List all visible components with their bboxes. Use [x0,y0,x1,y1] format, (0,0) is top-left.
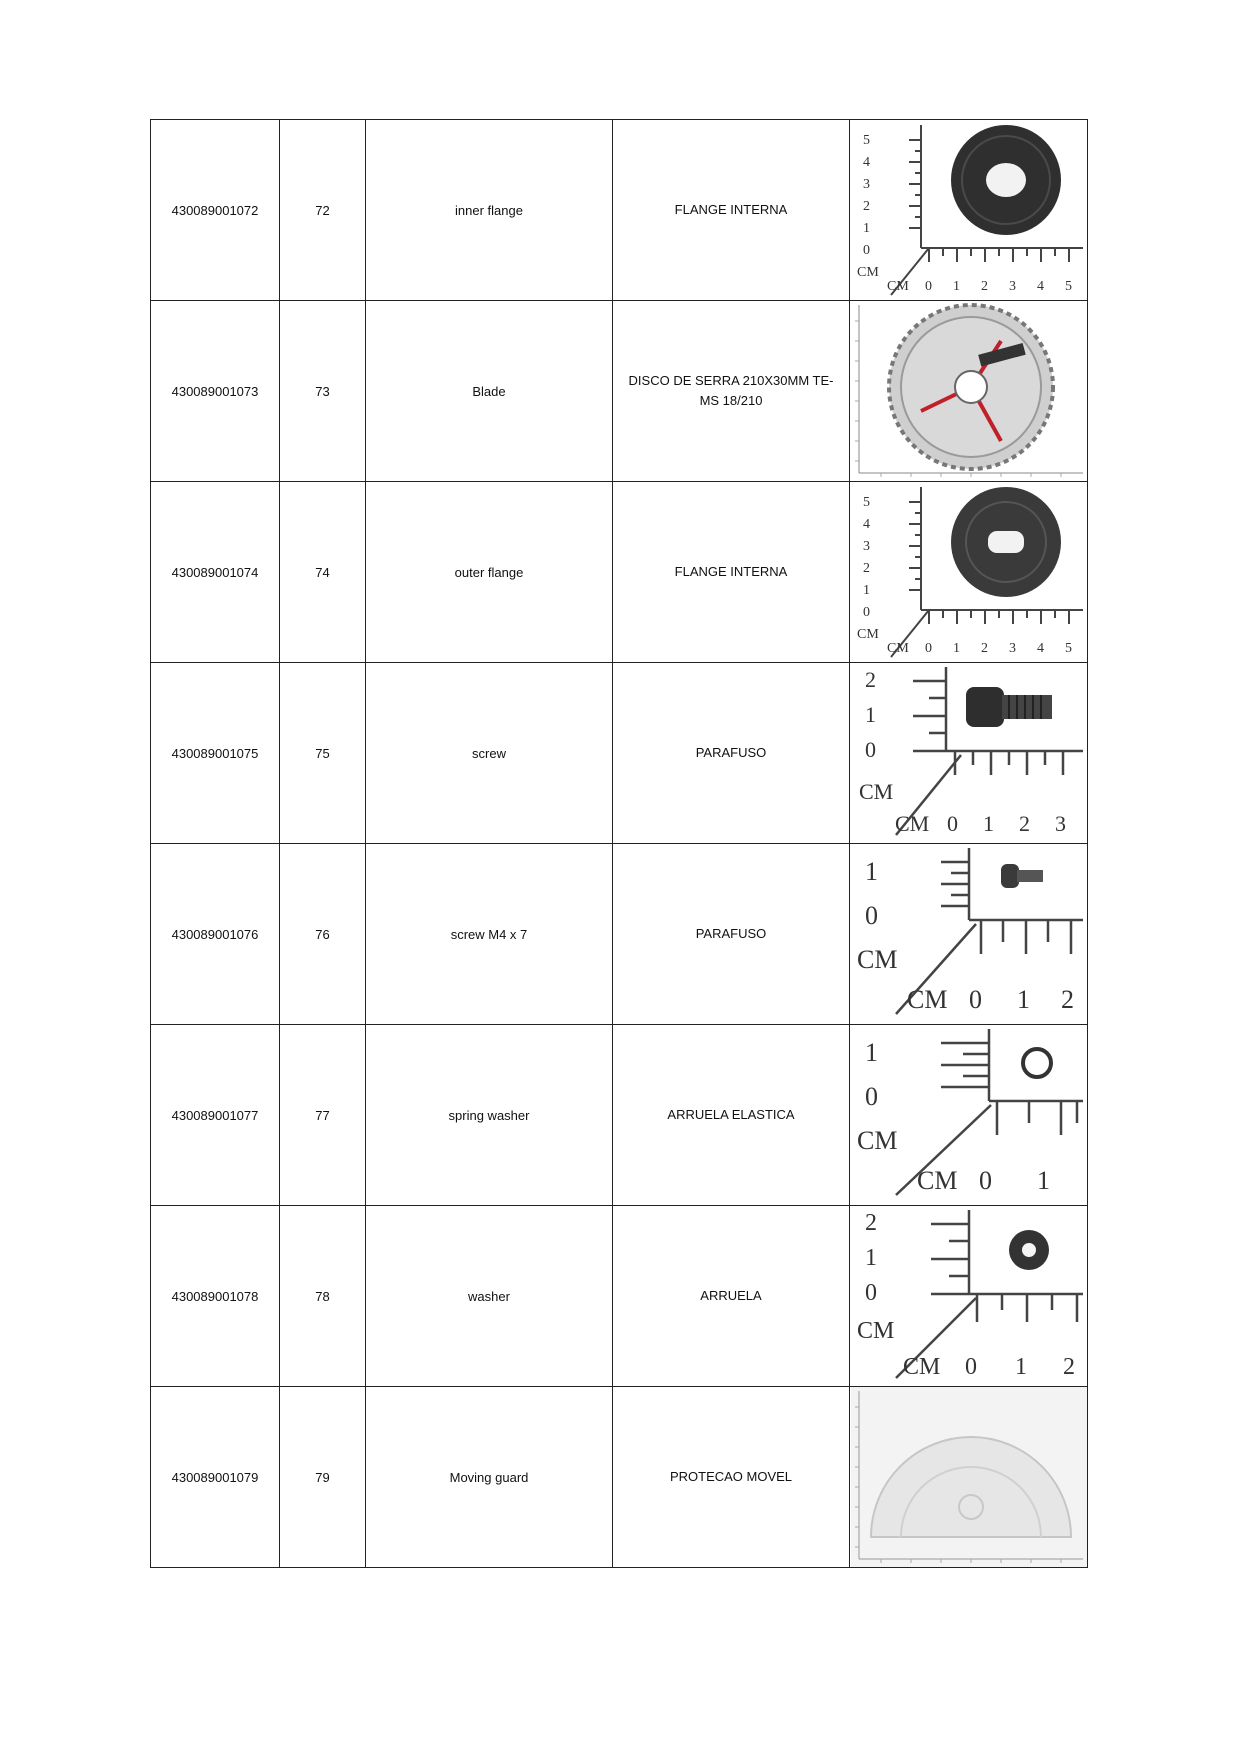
svg-text:2: 2 [980,641,988,656]
part-code: 430089001073 [151,301,280,482]
svg-text:5: 5 [862,495,870,510]
svg-text:0: 0 [864,737,876,762]
washer-photo [851,1206,1087,1386]
svg-text:CM: CM [856,265,879,280]
table-row [151,663,1088,844]
svg-text:1: 1 [862,583,870,598]
position-number: 75 [280,663,366,844]
svg-text:2: 2 [1060,985,1074,1014]
svg-text:CM: CM [894,811,929,836]
description-pt: FLANGE INTERNA [613,120,850,301]
svg-text:1: 1 [1016,985,1030,1014]
svg-text:0: 0 [862,605,870,620]
part-image-cell [850,482,1088,663]
svg-text:1: 1 [1014,1354,1027,1380]
svg-text:4: 4 [1036,279,1044,294]
part-code: 430089001076 [151,844,280,1025]
description-pt: PROTECAO MOVEL [613,1387,850,1568]
part-image-cell [850,663,1088,844]
svg-text:0: 0 [968,985,982,1014]
flange-photo [851,120,1087,300]
svg-text:1: 1 [864,1038,878,1067]
description-en: Blade [366,301,613,482]
table-row [151,1025,1088,1206]
svg-text:0: 0 [978,1166,992,1195]
description-en: screw [366,663,613,844]
part-image-cell [850,1025,1088,1206]
part-image-cell [850,120,1088,301]
svg-text:3: 3 [862,539,870,554]
part-image-cell [850,301,1088,482]
svg-text:CM: CM [856,1318,894,1344]
svg-text:0: 0 [864,901,878,930]
svg-text:CM: CM [856,627,879,642]
flange-photo [851,482,1087,662]
part-code: 430089001078 [151,1206,280,1387]
table-row [151,1206,1088,1387]
svg-text:1: 1 [952,641,960,656]
svg-text:3: 3 [1008,279,1016,294]
parts-table [150,119,1088,1568]
svg-text:3: 3 [1054,811,1066,836]
table-row [151,482,1088,663]
svg-text:1: 1 [864,1245,877,1271]
svg-text:CM: CM [916,1166,957,1195]
svg-text:CM: CM [902,1354,940,1380]
svg-text:2: 2 [864,667,876,692]
svg-text:2: 2 [1062,1354,1075,1380]
part-image-cell [850,844,1088,1025]
saw-blade-photo [851,301,1087,481]
position-number: 72 [280,120,366,301]
description-pt: ARRUELA [613,1206,850,1387]
svg-text:0: 0 [946,811,958,836]
svg-text:2: 2 [864,1210,877,1236]
svg-text:0: 0 [864,1280,877,1306]
svg-text:5: 5 [862,133,870,148]
svg-text:2: 2 [1018,811,1030,836]
svg-text:2: 2 [862,561,870,576]
svg-text:4: 4 [1036,641,1044,656]
svg-text:1: 1 [952,279,960,294]
description-en: spring washer [366,1025,613,1206]
description-pt: FLANGE INTERNA [613,482,850,663]
svg-text:1: 1 [864,702,876,727]
svg-text:3: 3 [862,177,870,192]
svg-text:CM: CM [906,985,947,1014]
position-number: 74 [280,482,366,663]
position-number: 78 [280,1206,366,1387]
svg-text:0: 0 [862,243,870,258]
svg-text:2: 2 [980,279,988,294]
svg-text:CM: CM [856,945,897,974]
svg-text:3: 3 [1008,641,1016,656]
svg-text:4: 4 [862,155,870,170]
svg-text:CM: CM [858,779,893,804]
svg-text:5: 5 [1064,279,1072,294]
position-number: 76 [280,844,366,1025]
svg-text:5: 5 [1064,641,1072,656]
guard-photo [851,1387,1087,1567]
part-code: 430089001072 [151,120,280,301]
description-en: outer flange [366,482,613,663]
table-row [151,301,1088,482]
svg-text:0: 0 [924,279,932,294]
screw-photo [851,663,1087,843]
description-pt: PARAFUSO [613,663,850,844]
part-image-cell [850,1206,1088,1387]
svg-text:2: 2 [862,199,870,214]
svg-text:0: 0 [964,1354,977,1380]
svg-text:CM: CM [856,1126,897,1155]
svg-text:1: 1 [862,221,870,236]
position-number: 73 [280,301,366,482]
part-code: 430089001077 [151,1025,280,1206]
description-pt: DISCO DE SERRA 210X30MM TE-MS 18/210 [613,301,850,482]
description-en: Moving guard [366,1387,613,1568]
position-number: 79 [280,1387,366,1568]
svg-text:CM: CM [886,279,909,294]
svg-text:4: 4 [862,517,870,532]
spring-washer-photo [851,1025,1087,1205]
description-pt: PARAFUSO [613,844,850,1025]
svg-text:0: 0 [924,641,932,656]
svg-text:0: 0 [864,1082,878,1111]
small-screw-photo [851,844,1087,1024]
svg-text:1: 1 [1036,1166,1050,1195]
svg-text:1: 1 [864,857,878,886]
table-row [151,1387,1088,1568]
description-pt: ARRUELA ELASTICA [613,1025,850,1206]
part-code: 430089001079 [151,1387,280,1568]
table-row [151,844,1088,1025]
part-image-cell [850,1387,1088,1568]
svg-text:1: 1 [982,811,994,836]
position-number: 77 [280,1025,366,1206]
svg-text:CM: CM [886,641,909,656]
part-code: 430089001075 [151,663,280,844]
description-en: screw M4 x 7 [366,844,613,1025]
table-row [151,120,1088,301]
description-en: inner flange [366,120,613,301]
part-code: 430089001074 [151,482,280,663]
description-en: washer [366,1206,613,1387]
